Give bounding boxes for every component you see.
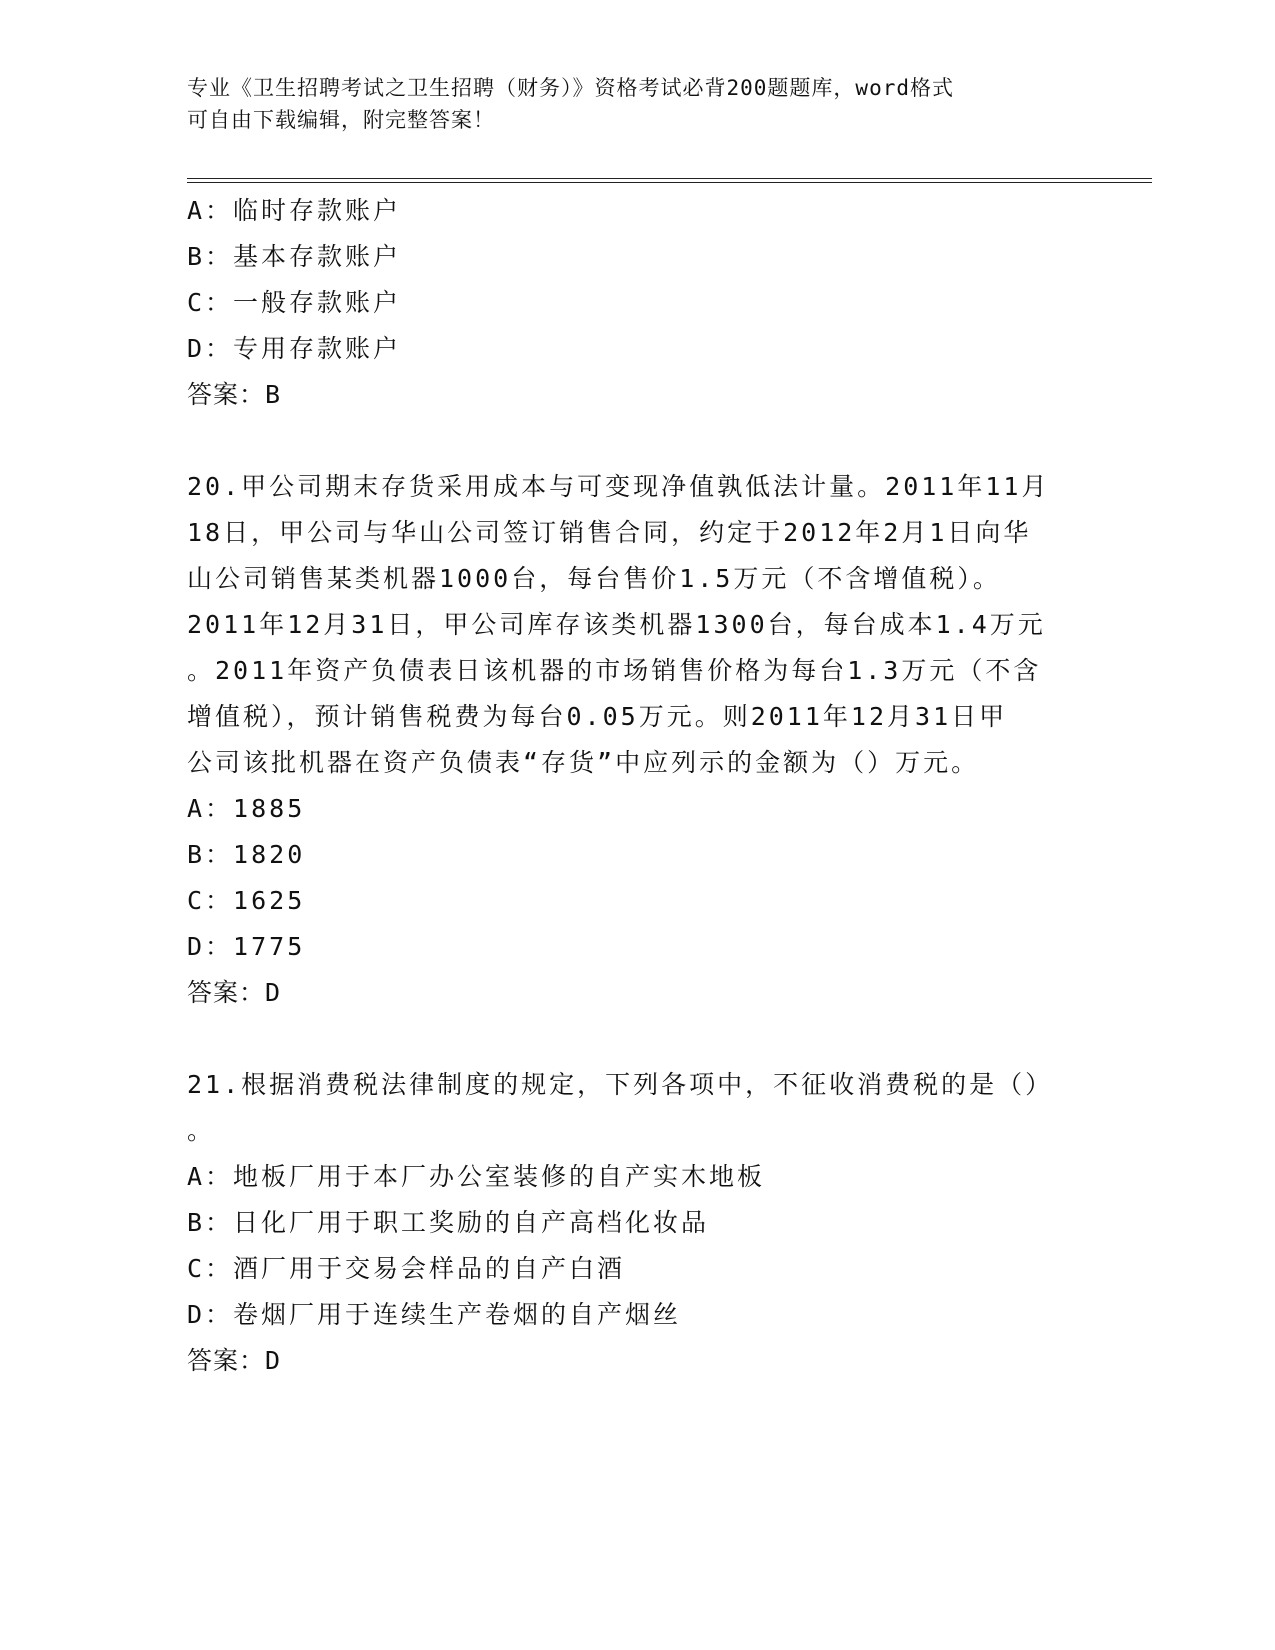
header-line-2: 可自由下载编辑，附完整答案！ <box>187 108 495 132</box>
question-21-block <box>187 1062 1087 1384</box>
page-header <box>187 72 1067 136</box>
question-content <box>187 188 1087 1430</box>
q20-text-line-1: 20.甲公司期末存货采用成本与可变现净值孰低法计量。2011年11月 <box>187 472 1050 501</box>
q20-option-d: D：1775 <box>187 932 306 961</box>
q21-answer: 答案：D <box>187 1346 282 1375</box>
q20-text-line-7: 公司该批机器在资产负债表“存货”中应列示的金额为（）万元。 <box>187 748 980 777</box>
q21-text-line-1: 21.根据消费税法律制度的规定，下列各项中，不征收消费税的是（） <box>187 1070 1054 1099</box>
q20-text-line-2: 18日，甲公司与华山公司签订销售合同，约定于2012年2月1日向华 <box>187 518 1032 547</box>
q20-option-a: A：1885 <box>187 794 306 823</box>
q21-text-line-2: 。 <box>187 1116 216 1145</box>
question-20-block <box>187 464 1087 1016</box>
q20-answer: 答案：D <box>187 978 282 1007</box>
q19-answer: 答案：B <box>187 380 282 409</box>
q19-option-d: D：专用存款账户 <box>187 334 402 363</box>
q20-text-line-3: 山公司销售某类机器1000台，每台售价1.5万元（不含增值税）。 <box>187 564 1001 593</box>
q20-text-line-6: 增值税），预计销售税费为每台0.05万元。则2011年12月31日甲 <box>187 702 1008 731</box>
header-line-1: 专业《卫生招聘考试之卫生招聘（财务）》资格考试必背200题题库，word格式 <box>187 76 954 100</box>
question-19-block <box>187 188 1087 418</box>
q19-option-c: C：一般存款账户 <box>187 288 402 317</box>
q20-option-c: C：1625 <box>187 886 306 915</box>
q21-option-b: B：日化厂用于职工奖励的自产高档化妆品 <box>187 1208 710 1237</box>
q20-option-b: B：1820 <box>187 840 306 869</box>
header-divider <box>187 178 1152 183</box>
q21-option-d: D：卷烟厂用于连续生产卷烟的自产烟丝 <box>187 1300 682 1329</box>
q19-option-b: B：基本存款账户 <box>187 242 402 271</box>
q21-option-a: A：地板厂用于本厂办公室装修的自产实木地板 <box>187 1162 766 1191</box>
q21-option-c: C：酒厂用于交易会样品的自产白酒 <box>187 1254 626 1283</box>
q19-option-a: A：临时存款账户 <box>187 196 402 225</box>
q20-text-line-5: 。2011年资产负债表日该机器的市场销售价格为每台1.3万元（不含 <box>187 656 1042 685</box>
q20-text-line-4: 2011年12月31日，甲公司库存该类机器1300台，每台成本1.4万元 <box>187 610 1046 639</box>
